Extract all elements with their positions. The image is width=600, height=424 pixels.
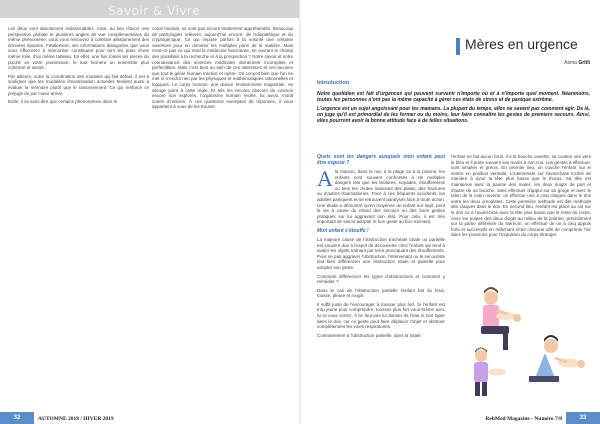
magazine-issue: RebMed Magazine - Numéro 7/8 (485, 416, 562, 422)
intro-text (317, 91, 590, 126)
intro-heading: Introduction (317, 80, 350, 86)
question-heading: Quels sont les dangers auxquels mon enfant peut être exposé ? (317, 154, 445, 166)
paragraph: Les deux sont absolument indissociables. Ainsi, au lieu d'avoir une perspective globale et plusieurs angles de vue complémentaires du même phénomène, vous vous retrouvez à collecter aléatoirement des données éparses. Fatalement, ses informations dialoguées que vous vous efforcerez à mémoriser constituent pour tant les pans d'une même toile, d'un même tableau. En effet, une fois toutes les pièces du puzzle en votre possession, le tout formera un ensemble plus cohérent et sensé. (8, 26, 149, 71)
right-footer (301, 412, 600, 424)
left-column-1 (8, 26, 149, 108)
paragraph: Par ailleurs, outre la coordination des modules qui fait défaut, il est à souligner que les modalités d'examination actuelles tendent aussi à évaluer la mémoire plutôt que le raisonnement. Ce qui renforce ce préjugé du par coeur arrive. (8, 73, 149, 96)
paragraph: l'enfant ne fait aucun bruit. Il a la bouche ouverte, sa couleur vire vers le bleu et il porte souvent ses mains à son cou. Les gestes à effectuer, sont simples et précis. En premier lieu, on couche l'enfant sur le ventre en position ventrale. L'intervenant sur l'avant-bras incliné de manière à avoir la tête plus basse que le thorax. Sa tête est maintenue avec la paume des mains, les deux doigts de part et d'autre de sa bouche, sans effectuer d'appui sur sa gorge et avec le talon de la main ouverte, on effectue une à cinq claques dans le dos entre les deux omoplates. Cette première méthode est dite méthode des claques dans le dos. En second lieu, l'enfant est placé au sol sur le dos ou à l'avant-bras avec la tête plus basse que le reste du corps. Avec les pulpes des deux doigts au milieu de la poitrine, précisément sur la partie inférieure du sternum, on effectue de un à cinq appuis forts et successifs en relâchant entre chacune afin de comprimer l'air dans les poumons pour l'expulsion du corps étranger. (451, 154, 592, 238)
title-accent-bar (456, 38, 460, 55)
paragraph: Contrairement à l'obstruction partielle, dans la totale, (317, 332, 422, 338)
page-number: 32 (0, 412, 34, 424)
question-heading: Mon enfant s'étouffe ! (317, 227, 369, 234)
right-column-1 (317, 154, 445, 341)
paragraph: Comment différencier les types d'obstructions et comment y remédier ? (317, 273, 445, 285)
author-byline (564, 60, 590, 66)
author-last-name: Gritli (578, 60, 590, 66)
author-first-name: Asma (564, 60, 577, 66)
left-column-2 (152, 26, 293, 113)
first-aid-illustration (451, 268, 591, 398)
first-aid-figure-1 (481, 287, 521, 350)
paragraph: Enfin, il va sans dire que certains phénomènes dans le (8, 99, 118, 105)
paragraph: La majeure cause de l'obstruction trachéale totale ou partielle est souvent due à l'esprit de découverte chez l'enfant qui tend à avaler les objets traînant par terre provoquant des étouffements. Pour ne pas aggraver l'obstruction, l'intervenant ou le secouriste doit bien différencier une obstruction totale et partielle pour adopter son geste. (317, 236, 445, 270)
article-title: Mères en urgence (465, 36, 578, 52)
paragraph: Ala maison, dans la rue, à la plage ou à la piscine, les enfants sont souvent confrontés à de multiples dangers tels que les brûlures, noyades, étouffements ou bien les chutes induisant des plaies, des fractures ou d'autres traumatismes. Face à ces fréquents accidents, les adultes paniquent et se retrouvent paralysés face à toute action. Une étude a démontré qu'en moyenne un enfant sur sept, perd la vie à cause du retard des secours ou des bons gestes pratiqués sur lui aggravant son état. Pour cela, il est très important de savoir adopter le bon geste au bon moment. (317, 166, 445, 225)
intro-paragraph: Notre quotidien est fait d'urgences qui peuvent survenir n'importe où et à n'importe quel moment. Néanmoins, toutes les personnes n'ont pas la même capacité à gérer ces états de stress et de panique extrême. (317, 91, 590, 104)
paragraph: Dans le cas de l'obstruction partielle l'enfant fait du bruit, tousse, pleure et rougit. (317, 287, 445, 299)
page-number: 33 (566, 412, 600, 424)
paragraph: corps humain, ne sont pas encore totalement appréhendés. Beaucoup de pathologies relèvent, aujourd'hui encore, de l'idiopathique et du cryptogénique. Ce qui impose parfois à la volonté une certaine ouverture pour en dominer les multiples pans de la matière. Mais n'est-ce pas ce qui rend la médecine fascinante, en ouvrant le champ des possibles à la recherche et à la prospection ? Notre savoir et notre connaissance des sciences médicales demeurent incomplets et perfectibles. Mais c'est bien au sein de ces interstices et ces lacunes que tout le génie humain s'active et opère. On conçoit bien que l'on ne met ni n'exclut rien par les physiques et mathématiques rationnelles et logiques. Le corps humain, une œuvre éminemment magistrale, ne déroge point à cette règle. Et tels les recoins obscurs du cosmos encore non explorés, l'organisme humain recèle, lui aussi, moult zones d'ombres. À ces questions exemptes de réponses, il vous appartient à vous de les trouver. (152, 26, 293, 110)
left-footer (0, 412, 300, 424)
section-brand: Savoir & Vivre (108, 4, 201, 18)
section-header-band (0, 0, 300, 18)
right-page (301, 0, 600, 424)
paragraph: Il suffit juste de l'encourager à tousser plus fort. Si l'enfant est trop jeune pour comprendre, toussez plus fort vous-même avec lui et vous verrez. Il ne faut pas lui donner de l'eau ni tout taper dans le dos, car ce geste peut faire déplacer l'objet et obstruer complètement les voies respiratoires. (317, 301, 445, 330)
drop-cap: A (317, 166, 333, 191)
first-aid-figure-3 (474, 348, 506, 397)
intro-paragraph: L'urgence est un sujet angoissant pour les mamans. La plupart du temps, elles ne savent pas comment agir. De là, on juge qu'il est primordial de les former ou du moins, leur faire connaître les gestes de premiers secours. Ainsi, elles pourront avoir la bonne attitude face à de telles situations. (317, 105, 590, 125)
issue-date: AUTOMNE 2018 / HIVER 2019 (38, 416, 114, 422)
right-column-2 (451, 154, 591, 241)
first-aid-figure-2 (529, 335, 585, 382)
